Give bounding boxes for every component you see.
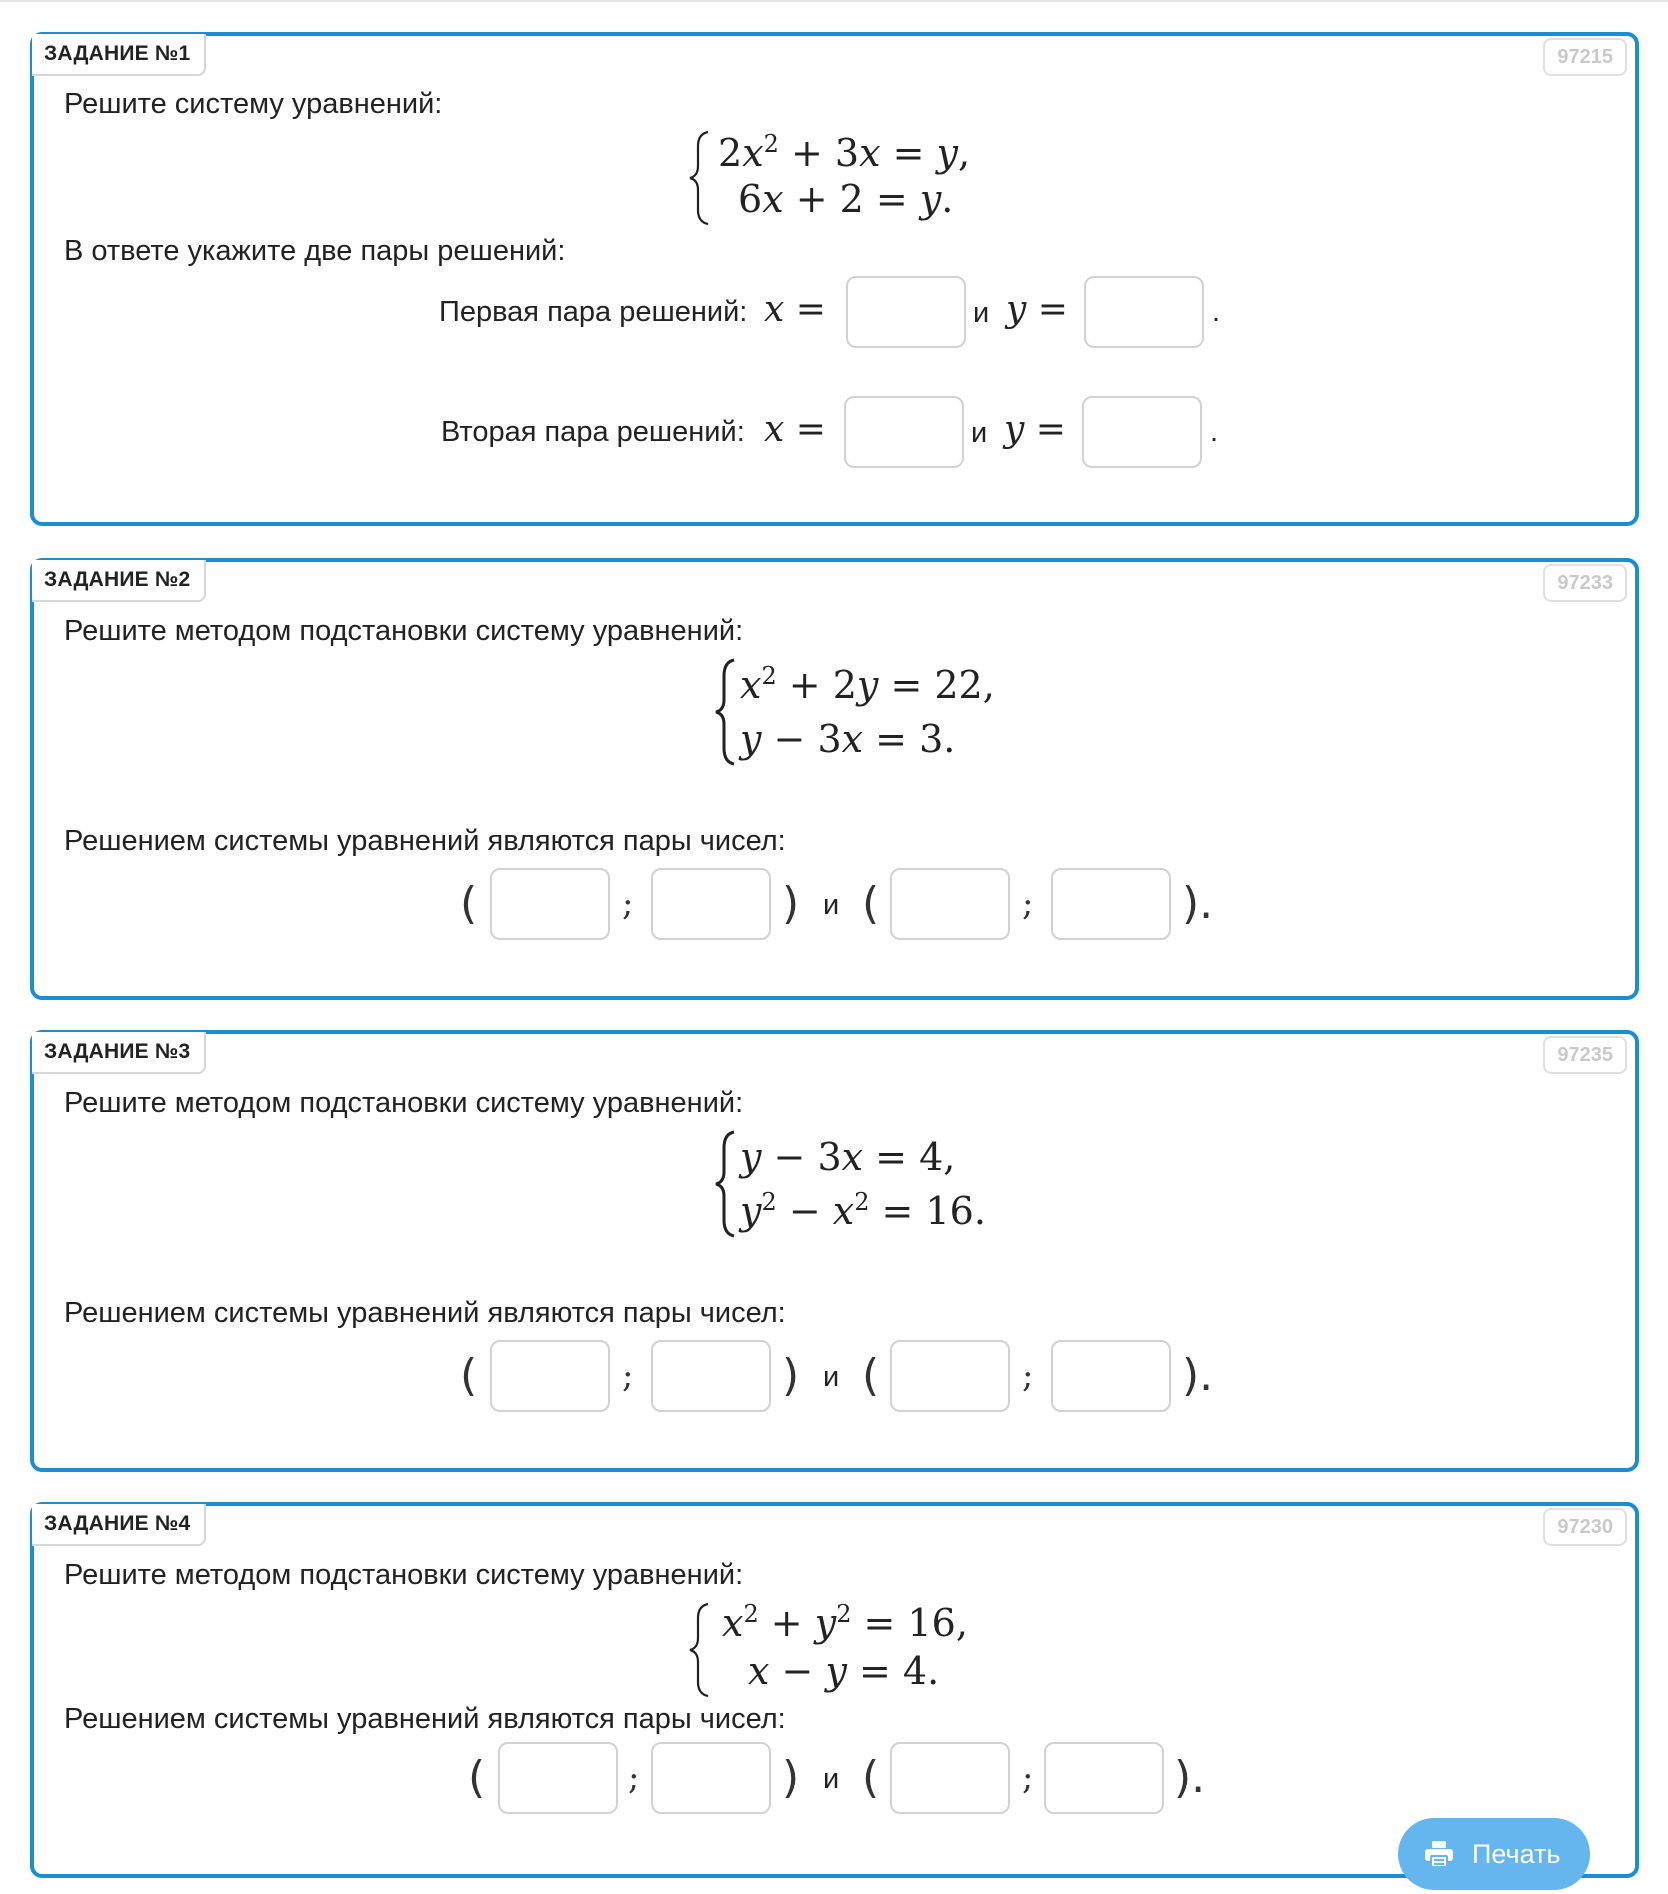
answer-pairs-row bbox=[34, 868, 1634, 942]
task-tag: ЗАДАНИЕ №1 bbox=[32, 34, 206, 76]
task-id: 97230 bbox=[1543, 1508, 1627, 1546]
brace-icon bbox=[686, 1600, 714, 1700]
task-tag: ЗАДАНИЕ №2 bbox=[32, 560, 206, 602]
x-label: x = bbox=[764, 409, 826, 450]
open-paren: ( bbox=[862, 1752, 880, 1803]
semicolon: ; bbox=[1022, 1758, 1034, 1798]
task-prompt: Решите систему уравнений: bbox=[64, 88, 443, 120]
and-word: и bbox=[823, 889, 840, 921]
answer-input-y1[interactable] bbox=[1084, 276, 1204, 348]
equation-system bbox=[686, 128, 1006, 228]
equation-line: y − 3x = 3. bbox=[740, 717, 956, 761]
close-paren: ). bbox=[1182, 1350, 1214, 1401]
answer-input-x1[interactable] bbox=[846, 276, 966, 348]
equation-line: x − y = 4. bbox=[748, 1649, 940, 1693]
semicolon: ; bbox=[1022, 884, 1034, 924]
pair-label: Вторая пара решений: bbox=[441, 416, 745, 448]
period: . bbox=[1212, 296, 1221, 328]
answer-input-b[interactable] bbox=[651, 1742, 771, 1814]
answer-input-b[interactable] bbox=[651, 1340, 771, 1412]
answer-label: Решением системы уравнений являются пары чисел: bbox=[64, 1297, 786, 1329]
semicolon: ; bbox=[622, 1356, 634, 1396]
equation-line: $x^2 + 2y = 22$, bbox=[740, 662, 995, 707]
semicolon: ; bbox=[622, 884, 634, 924]
printer-icon bbox=[1424, 1840, 1454, 1868]
x-label: x = bbox=[764, 289, 826, 330]
equation-line: 6x + 2 = y. bbox=[738, 177, 954, 221]
task-instruction: В ответе укажите две пары решений: bbox=[64, 235, 566, 267]
answer-input-c[interactable] bbox=[890, 868, 1010, 940]
task-tag: ЗАДАНИЕ №4 bbox=[32, 1504, 206, 1546]
pair-label: Первая пара решений: bbox=[439, 296, 748, 328]
top-divider bbox=[0, 0, 1668, 2]
equation-system bbox=[712, 656, 1012, 768]
y-label: y = bbox=[1006, 289, 1068, 330]
close-paren: ) bbox=[782, 1752, 800, 1803]
and-word: и bbox=[823, 1361, 840, 1393]
open-paren: ( bbox=[460, 878, 478, 929]
answer-input-c[interactable] bbox=[890, 1340, 1010, 1412]
print-button[interactable] bbox=[1398, 1818, 1590, 1890]
close-paren: ) bbox=[782, 878, 800, 929]
task-card-2 bbox=[30, 558, 1639, 1000]
close-paren: ). bbox=[1182, 878, 1214, 929]
answer-pairs-row bbox=[34, 1340, 1634, 1414]
task-tag: ЗАДАНИЕ №3 bbox=[32, 1032, 206, 1074]
task-card-3 bbox=[30, 1030, 1639, 1472]
brace-icon bbox=[686, 128, 714, 228]
answer-label: Решением системы уравнений являются пары чисел: bbox=[64, 1703, 786, 1735]
close-paren: ) bbox=[782, 1350, 800, 1401]
task-card-1 bbox=[30, 32, 1639, 526]
brace-icon bbox=[712, 656, 740, 768]
period: . bbox=[1210, 416, 1219, 448]
task-prompt: Решите методом подстановки систему уравнений: bbox=[64, 615, 744, 647]
equation-line: $y^2 - x^2 = 16$. bbox=[740, 1188, 986, 1233]
answer-input-d[interactable] bbox=[1044, 1742, 1164, 1814]
task-card-4 bbox=[30, 1502, 1639, 1878]
answer-pairs-row bbox=[34, 1742, 1634, 1816]
answer-input-a[interactable] bbox=[490, 868, 610, 940]
semicolon: ; bbox=[1022, 1356, 1034, 1396]
and-word: и bbox=[971, 417, 988, 449]
and-word: и bbox=[823, 1763, 840, 1795]
and-word: и bbox=[973, 297, 990, 329]
answer-input-a[interactable] bbox=[490, 1340, 610, 1412]
semicolon: ; bbox=[628, 1758, 640, 1798]
answer-input-x2[interactable] bbox=[844, 396, 964, 468]
task-id: 97233 bbox=[1543, 564, 1627, 602]
answer-input-a[interactable] bbox=[498, 1742, 618, 1814]
equation-line: y − 3x = 4, bbox=[740, 1135, 956, 1179]
close-paren: ). bbox=[1174, 1752, 1206, 1803]
answer-input-d[interactable] bbox=[1051, 868, 1171, 940]
task-id: 97235 bbox=[1543, 1036, 1627, 1074]
task-prompt: Решите методом подстановки систему уравнений: bbox=[64, 1559, 744, 1591]
y-label: y = bbox=[1004, 409, 1066, 450]
equation-line: $2x^2 + 3x = y$, bbox=[718, 130, 971, 175]
task-prompt: Решите методом подстановки систему уравнений: bbox=[64, 1087, 744, 1119]
open-paren: ( bbox=[460, 1350, 478, 1401]
open-paren: ( bbox=[468, 1752, 486, 1803]
answer-input-d[interactable] bbox=[1051, 1340, 1171, 1412]
answer-input-c[interactable] bbox=[890, 1742, 1010, 1814]
print-button-label: Печать bbox=[1472, 1839, 1561, 1869]
task-id: 97215 bbox=[1543, 38, 1627, 76]
equation-system bbox=[712, 1128, 1012, 1240]
open-paren: ( bbox=[862, 878, 880, 929]
answer-label: Решением системы уравнений являются пары чисел: bbox=[64, 825, 786, 857]
brace-icon bbox=[712, 1128, 740, 1240]
equation-system bbox=[686, 1600, 1006, 1700]
open-paren: ( bbox=[862, 1350, 880, 1401]
answer-input-b[interactable] bbox=[651, 868, 771, 940]
answer-row-1 bbox=[34, 276, 1634, 350]
answer-row-2 bbox=[34, 396, 1634, 470]
equation-line: $x^2 + y^2 = 16$, bbox=[722, 1600, 968, 1645]
answer-input-y2[interactable] bbox=[1082, 396, 1202, 468]
